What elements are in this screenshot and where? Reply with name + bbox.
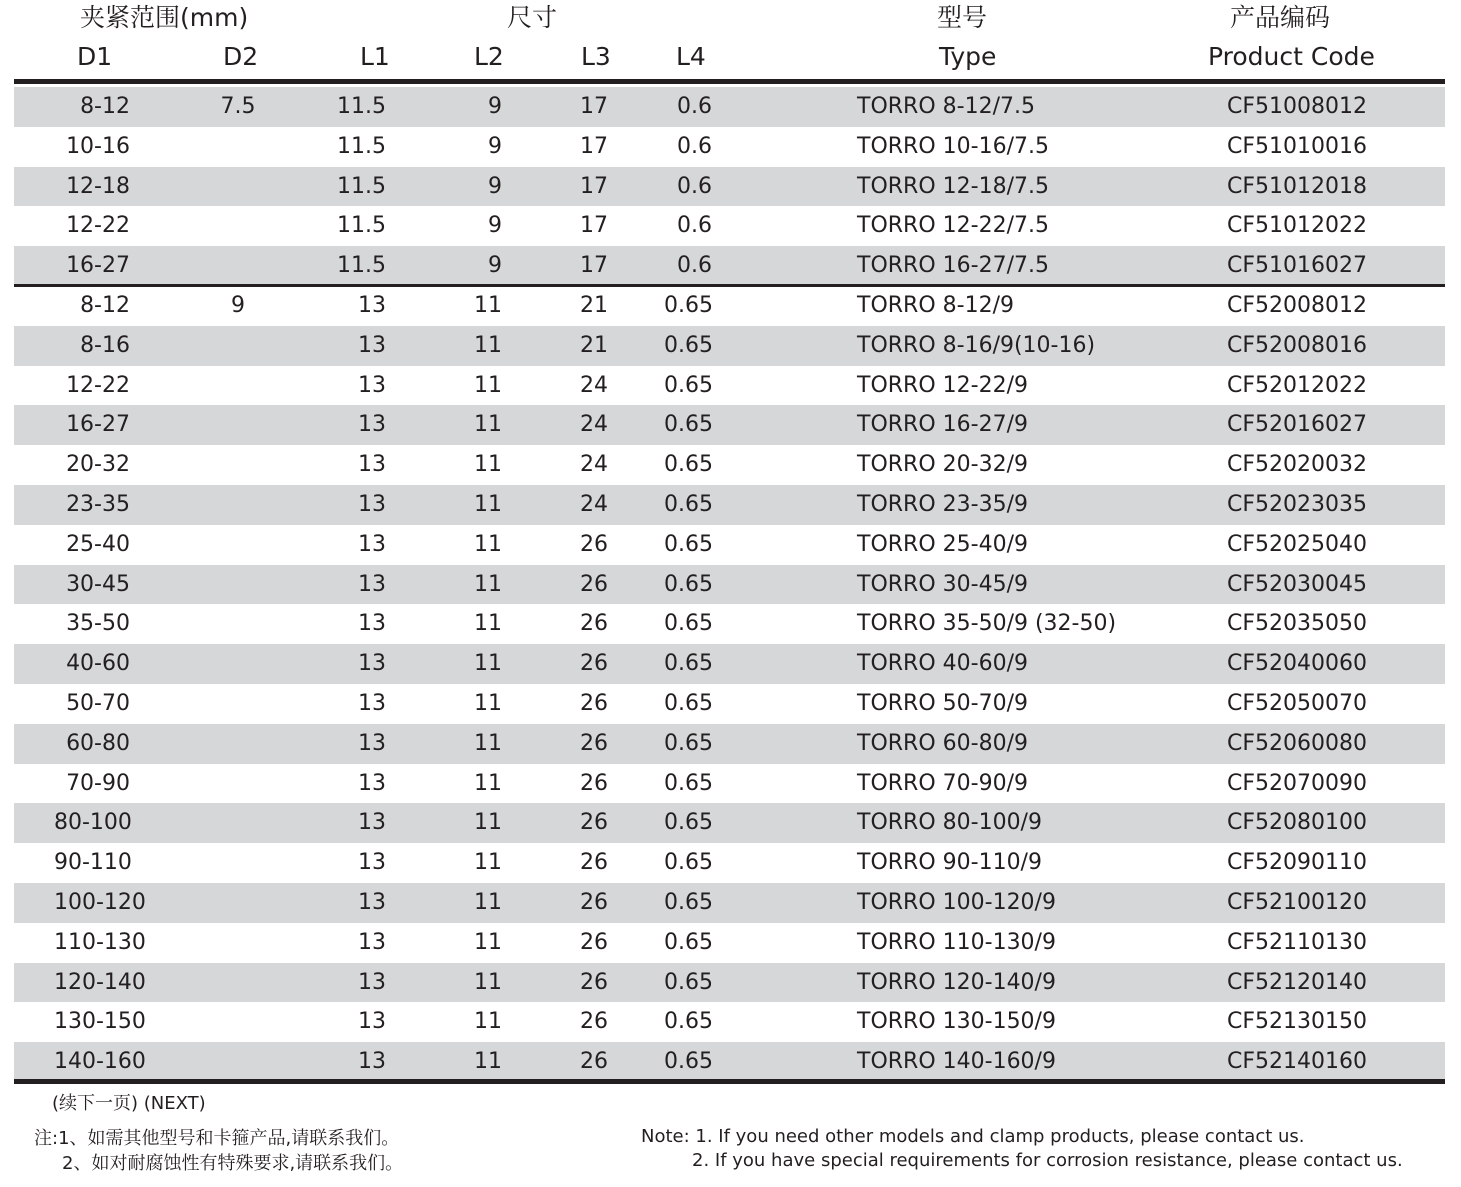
cell-l2: 9 xyxy=(488,173,502,199)
cell-product-code: CF52140160 xyxy=(1227,1049,1367,1075)
cell-d1: 60-80 xyxy=(66,730,130,756)
cell-l4: 0.65 xyxy=(664,770,713,796)
cell-type: TORRO 8-16/9(10-16) xyxy=(857,332,1096,358)
header-product-code-en: Product Code xyxy=(1208,42,1375,71)
cell-d1: 12-22 xyxy=(66,372,130,398)
cell-type: TORRO 25-40/9 xyxy=(857,531,1028,557)
cell-l1: 13 xyxy=(358,611,386,637)
cell-type: TORRO 50-70/9 xyxy=(857,690,1028,716)
cell-l3: 24 xyxy=(580,412,608,438)
cell-l2: 9 xyxy=(488,213,502,239)
cell-d2: 7.5 xyxy=(220,94,256,119)
cell-type: TORRO 12-22/9 xyxy=(857,372,1028,398)
header-d2: D2 xyxy=(223,42,259,71)
cell-l4: 0.65 xyxy=(664,452,713,478)
table-bottom-rule xyxy=(14,1079,1445,1084)
cell-l1: 13 xyxy=(358,929,386,955)
cell-l1: 13 xyxy=(358,770,386,796)
table-row xyxy=(14,206,1445,246)
cell-l2: 11 xyxy=(474,292,502,318)
cell-d1: 8-12 xyxy=(80,292,130,318)
table-row xyxy=(14,764,1445,804)
table-row xyxy=(14,1002,1445,1042)
cell-l1: 13 xyxy=(358,571,386,597)
cell-product-code: CF51016027 xyxy=(1227,253,1367,279)
cell-l2: 11 xyxy=(474,730,502,756)
table-row xyxy=(14,127,1445,167)
cell-l4: 0.65 xyxy=(664,332,713,358)
cell-d1: 110-130 xyxy=(54,929,146,955)
cell-l3: 24 xyxy=(580,491,608,517)
cell-l2: 11 xyxy=(474,372,502,398)
cell-d1: 120-140 xyxy=(54,969,146,995)
cell-d1: 40-60 xyxy=(66,651,130,677)
cell-type: TORRO 12-22/7.5 xyxy=(857,213,1049,239)
cell-l3: 21 xyxy=(580,332,608,358)
cell-l4: 0.6 xyxy=(677,94,712,119)
cell-d1: 20-32 xyxy=(66,452,130,478)
cell-product-code: CF52050070 xyxy=(1227,690,1367,716)
cell-type: TORRO 80-100/9 xyxy=(857,810,1042,836)
header-d1: D1 xyxy=(77,42,113,71)
cell-l3: 26 xyxy=(580,611,608,637)
table-row xyxy=(14,525,1445,565)
cell-l1: 13 xyxy=(358,372,386,398)
table-row xyxy=(14,604,1445,644)
cell-l2: 9 xyxy=(488,94,502,119)
cell-l4: 0.65 xyxy=(664,929,713,955)
cell-l2: 11 xyxy=(474,452,502,478)
cell-l1: 13 xyxy=(358,292,386,318)
cell-product-code: CF52070090 xyxy=(1227,770,1367,796)
cell-l2: 11 xyxy=(474,1049,502,1075)
cell-l1: 11.5 xyxy=(337,253,386,279)
table-row xyxy=(14,445,1445,485)
header-type-cn: 型号 xyxy=(937,3,988,32)
cell-product-code: CF52110130 xyxy=(1227,929,1367,955)
cell-product-code: CF52060080 xyxy=(1227,730,1367,756)
cell-l3: 21 xyxy=(580,292,608,318)
cell-type: TORRO 140-160/9 xyxy=(857,1049,1056,1075)
header-clamp-range-cn: 夹紧范围(mm) xyxy=(80,3,249,32)
header-type-en: Type xyxy=(939,42,997,71)
cell-product-code: CF52008012 xyxy=(1227,292,1367,318)
table-top-rule xyxy=(14,79,1445,84)
cell-l1: 13 xyxy=(358,969,386,995)
note-en-line-1: Note: 1. If you need other models and clamp products, please contact us. xyxy=(641,1126,1305,1147)
cell-l4: 0.65 xyxy=(664,730,713,756)
header-l1: L1 xyxy=(360,42,390,71)
cell-product-code: CF52035050 xyxy=(1227,611,1367,637)
table-row xyxy=(14,366,1445,406)
cell-d1: 90-110 xyxy=(54,850,132,876)
cell-l4: 0.65 xyxy=(664,372,713,398)
cell-l3: 26 xyxy=(580,1009,608,1035)
cell-product-code: CF52090110 xyxy=(1227,850,1367,876)
cell-l1: 13 xyxy=(358,452,386,478)
cell-l3: 24 xyxy=(580,452,608,478)
cell-l4: 0.6 xyxy=(677,173,712,199)
cell-type: TORRO 16-27/9 xyxy=(857,412,1028,438)
cell-type: TORRO 8-12/7.5 xyxy=(857,94,1035,119)
cell-l1: 13 xyxy=(358,810,386,836)
cell-l4: 0.65 xyxy=(664,969,713,995)
cell-product-code: CF52120140 xyxy=(1227,969,1367,995)
cell-l2: 11 xyxy=(474,531,502,557)
cell-type: TORRO 30-45/9 xyxy=(857,571,1028,597)
cell-l2: 11 xyxy=(474,1009,502,1035)
cell-l3: 26 xyxy=(580,651,608,677)
table-row xyxy=(14,286,1445,326)
cell-l3: 17 xyxy=(580,253,608,279)
table-row xyxy=(14,963,1445,1003)
cell-type: TORRO 110-130/9 xyxy=(857,929,1056,955)
table-row xyxy=(14,1042,1445,1082)
cell-l2: 11 xyxy=(474,810,502,836)
cell-product-code: CF52030045 xyxy=(1227,571,1367,597)
cell-l3: 26 xyxy=(580,571,608,597)
note-cn-line-2: 2、如对耐腐蚀性有特殊要求,请联系我们。 xyxy=(62,1153,404,1174)
cell-l4: 0.65 xyxy=(664,850,713,876)
header-l2: L2 xyxy=(474,42,504,71)
cell-d1: 16-27 xyxy=(66,253,130,279)
cell-d1: 8-16 xyxy=(80,332,130,358)
cell-l3: 26 xyxy=(580,690,608,716)
cell-type: TORRO 12-18/7.5 xyxy=(857,173,1049,199)
cell-l4: 0.65 xyxy=(664,491,713,517)
header-size-cn: 尺寸 xyxy=(507,3,558,32)
cell-product-code: CF52023035 xyxy=(1227,491,1367,517)
note-cn-line-1: 注:1、如需其他型号和卡箍产品,请联系我们。 xyxy=(34,1128,400,1149)
cell-l2: 11 xyxy=(474,491,502,517)
cell-l1: 11.5 xyxy=(337,213,386,239)
cell-d1: 10-16 xyxy=(66,133,130,159)
cell-d1: 25-40 xyxy=(66,531,130,557)
cell-type: TORRO 40-60/9 xyxy=(857,651,1028,677)
cell-l2: 11 xyxy=(474,770,502,796)
cell-product-code: CF52040060 xyxy=(1227,651,1367,677)
table-row xyxy=(14,684,1445,724)
cell-type: TORRO 20-32/9 xyxy=(857,452,1028,478)
cell-l2: 11 xyxy=(474,850,502,876)
cell-d1: 130-150 xyxy=(54,1009,146,1035)
cell-d1: 23-35 xyxy=(66,491,130,517)
cell-l1: 13 xyxy=(358,1009,386,1035)
cell-type: TORRO 100-120/9 xyxy=(857,889,1056,915)
table-row xyxy=(14,246,1445,286)
table-row xyxy=(14,843,1445,883)
cell-product-code: CF51010016 xyxy=(1227,133,1367,159)
cell-l2: 9 xyxy=(488,133,502,159)
table-row xyxy=(14,87,1445,127)
cell-product-code: CF52080100 xyxy=(1227,810,1367,836)
cell-type: TORRO 35-50/9 (32-50) xyxy=(857,611,1117,637)
cell-l3: 26 xyxy=(580,1049,608,1075)
cell-l1: 13 xyxy=(358,730,386,756)
cell-l4: 0.65 xyxy=(664,571,713,597)
group-divider-rule xyxy=(14,284,1445,287)
cell-l1: 13 xyxy=(358,332,386,358)
cell-type: TORRO 23-35/9 xyxy=(857,491,1028,517)
cell-d1: 50-70 xyxy=(66,690,130,716)
cell-product-code: CF52130150 xyxy=(1227,1009,1367,1035)
cell-product-code: CF51012022 xyxy=(1227,213,1367,239)
cell-l2: 11 xyxy=(474,690,502,716)
cell-type: TORRO 10-16/7.5 xyxy=(857,133,1049,159)
cell-l4: 0.65 xyxy=(664,889,713,915)
cell-l3: 17 xyxy=(580,213,608,239)
cell-l1: 11.5 xyxy=(337,94,386,119)
cell-product-code: CF52020032 xyxy=(1227,452,1367,478)
spec-table-body xyxy=(14,87,1445,1082)
header-product-code-cn: 产品编码 xyxy=(1230,3,1331,32)
cell-l3: 26 xyxy=(580,770,608,796)
cell-l3: 17 xyxy=(580,94,608,119)
table-row xyxy=(14,803,1445,843)
cell-l2: 11 xyxy=(474,929,502,955)
continued-next-page: (续下一页) (NEXT) xyxy=(52,1093,206,1114)
cell-d1: 8-12 xyxy=(80,94,130,119)
cell-l1: 11.5 xyxy=(337,133,386,159)
cell-d1: 70-90 xyxy=(66,770,130,796)
table-row xyxy=(14,923,1445,963)
cell-l4: 0.65 xyxy=(664,1049,713,1075)
cell-l3: 26 xyxy=(580,929,608,955)
cell-l3: 26 xyxy=(580,810,608,836)
cell-type: TORRO 90-110/9 xyxy=(857,850,1042,876)
table-row xyxy=(14,485,1445,525)
cell-l1: 13 xyxy=(358,1049,386,1075)
cell-l4: 0.6 xyxy=(677,133,712,159)
cell-product-code: CF52012022 xyxy=(1227,372,1367,398)
cell-l2: 9 xyxy=(488,253,502,279)
cell-l3: 26 xyxy=(580,531,608,557)
cell-type: TORRO 60-80/9 xyxy=(857,730,1028,756)
cell-l3: 17 xyxy=(580,133,608,159)
cell-l4: 0.65 xyxy=(664,531,713,557)
table-row xyxy=(14,405,1445,445)
cell-l1: 13 xyxy=(358,651,386,677)
cell-type: TORRO 16-27/7.5 xyxy=(857,253,1049,279)
header-l3: L3 xyxy=(581,42,611,71)
cell-product-code: CF52025040 xyxy=(1227,531,1367,557)
header-l4: L4 xyxy=(676,42,706,71)
cell-l1: 13 xyxy=(358,412,386,438)
cell-type: TORRO 8-12/9 xyxy=(857,292,1014,318)
cell-l2: 11 xyxy=(474,412,502,438)
cell-type: TORRO 130-150/9 xyxy=(857,1009,1056,1035)
note-en-line-2: 2. If you have special requirements for corrosion resistance, please contact us. xyxy=(692,1150,1403,1171)
table-row xyxy=(14,644,1445,684)
cell-l1: 13 xyxy=(358,850,386,876)
cell-d1: 140-160 xyxy=(54,1049,146,1075)
cell-l3: 17 xyxy=(580,173,608,199)
cell-l2: 11 xyxy=(474,332,502,358)
cell-l2: 11 xyxy=(474,969,502,995)
cell-product-code: CF52008016 xyxy=(1227,332,1367,358)
cell-type: TORRO 70-90/9 xyxy=(857,770,1028,796)
cell-l3: 26 xyxy=(580,889,608,915)
cell-l1: 11.5 xyxy=(337,173,386,199)
cell-d1: 16-27 xyxy=(66,412,130,438)
cell-d1: 12-22 xyxy=(66,213,130,239)
cell-l2: 11 xyxy=(474,651,502,677)
table-row xyxy=(14,724,1445,764)
cell-d1: 30-45 xyxy=(66,571,130,597)
cell-l1: 13 xyxy=(358,491,386,517)
cell-l4: 0.65 xyxy=(664,412,713,438)
cell-l3: 24 xyxy=(580,372,608,398)
table-row xyxy=(14,326,1445,366)
cell-l1: 13 xyxy=(358,531,386,557)
cell-l2: 11 xyxy=(474,571,502,597)
table-row xyxy=(14,883,1445,923)
cell-l3: 26 xyxy=(580,730,608,756)
cell-d1: 12-18 xyxy=(66,173,130,199)
cell-l4: 0.65 xyxy=(664,611,713,637)
cell-product-code: CF52100120 xyxy=(1227,889,1367,915)
cell-d1: 80-100 xyxy=(54,810,132,836)
cell-d1: 35-50 xyxy=(66,611,130,637)
cell-product-code: CF51012018 xyxy=(1227,173,1367,199)
cell-product-code: CF52016027 xyxy=(1227,412,1367,438)
cell-d2: 9 xyxy=(231,292,245,318)
cell-l1: 13 xyxy=(358,889,386,915)
cell-l4: 0.65 xyxy=(664,292,713,318)
cell-l2: 11 xyxy=(474,889,502,915)
cell-type: TORRO 120-140/9 xyxy=(857,969,1056,995)
cell-l4: 0.6 xyxy=(677,213,712,239)
cell-l2: 11 xyxy=(474,611,502,637)
table-row xyxy=(14,565,1445,605)
table-row xyxy=(14,167,1445,207)
cell-d1: 100-120 xyxy=(54,889,146,915)
cell-l4: 0.65 xyxy=(664,1009,713,1035)
cell-l4: 0.65 xyxy=(664,810,713,836)
cell-l4: 0.6 xyxy=(677,253,712,279)
cell-l3: 26 xyxy=(580,969,608,995)
cell-l1: 13 xyxy=(358,690,386,716)
cell-l3: 26 xyxy=(580,850,608,876)
cell-product-code: CF51008012 xyxy=(1227,94,1367,119)
cell-l4: 0.65 xyxy=(664,651,713,677)
cell-l4: 0.65 xyxy=(664,690,713,716)
